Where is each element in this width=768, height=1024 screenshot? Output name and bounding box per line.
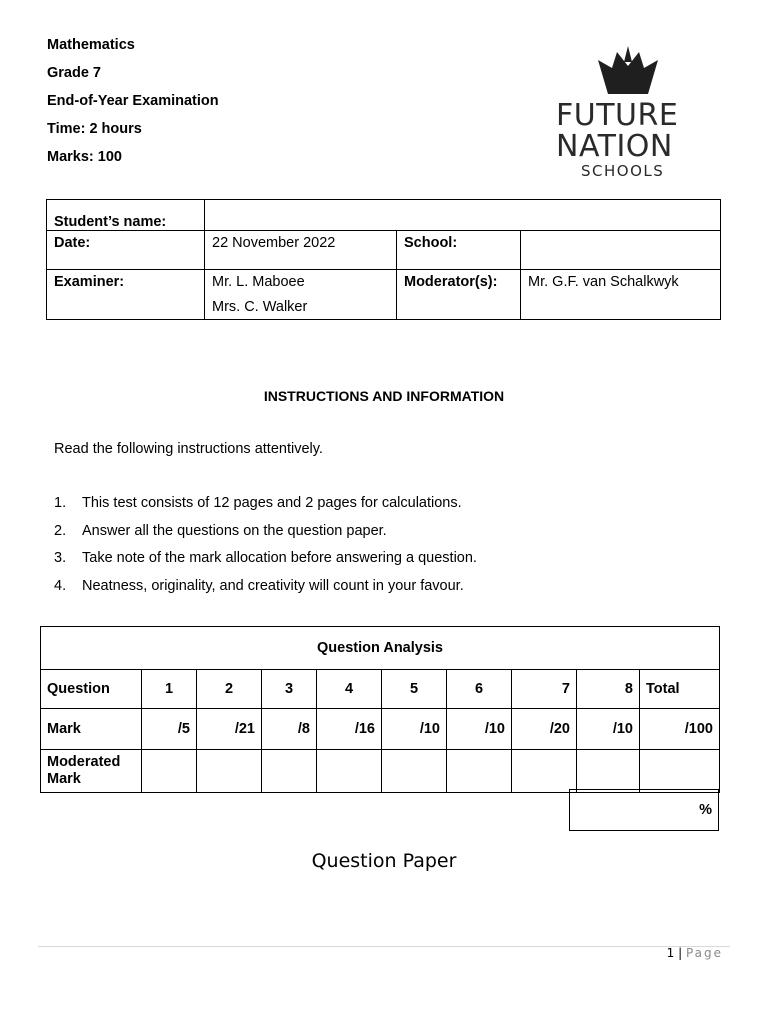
moderated-mark-cell[interactable] [142,750,197,793]
student-name-field[interactable] [205,200,721,231]
question-number: 3 [262,670,317,709]
school-label: School: [397,231,521,270]
mark-value: /10 [447,709,512,750]
instructions-list [54,495,477,606]
moderator-value: Mr. G.F. van Schalkwyk [521,270,721,320]
total-mark: /100 [640,709,720,750]
mark-value: /5 [142,709,197,750]
mark-value: /10 [577,709,640,750]
question-number: 8 [577,670,640,709]
crown-icon [596,46,660,96]
mark-value: /21 [197,709,262,750]
exam-title: End-of-Year Examination [47,93,219,109]
question-number: 2 [197,670,262,709]
date-label: Date: [47,231,205,270]
grade-label: Grade 7 [47,65,101,81]
moderated-mark-cell[interactable] [317,750,382,793]
page-number: 1 [666,946,675,960]
mark-label: Mark [41,709,142,750]
list-item: 2. Answer all the questions on the question paper. [54,522,387,539]
question-label: Question [41,670,142,709]
time-label: Time: 2 hours [47,121,142,137]
examiner-name-2: Mrs. C. Walker [212,299,308,315]
school-logo [548,46,708,186]
moderated-mark-cell[interactable] [447,750,512,793]
moderator-label: Moderator(s): [397,270,521,320]
question-number: 1 [142,670,197,709]
moderated-mark-cell[interactable] [197,750,262,793]
mark-value: /8 [262,709,317,750]
question-paper-title: Question Paper [311,850,457,872]
marks-label: Marks: 100 [47,149,122,165]
mark-value: /16 [317,709,382,750]
mark-row [41,709,720,750]
list-item: 3. Take note of the mark allocation before answering a question. [54,550,477,567]
question-number: 4 [317,670,382,709]
question-row [41,670,720,709]
question-analysis-table [40,626,720,793]
logo-line-schools: SCHOOLS [581,162,665,180]
moderated-mark-cell[interactable] [512,750,577,793]
student-info-table [46,199,721,320]
footer-divider [38,946,730,947]
moderated-mark-cell[interactable] [382,750,447,793]
examiner-value [205,270,397,320]
analysis-title: Question Analysis [41,627,720,670]
logo-line-future: FUTURE [556,98,679,133]
student-name-label: Student’s name: [47,200,205,231]
list-item: 4. Neatness, originality, and creativity will count in your favour. [54,578,464,595]
instructions-intro: Read the following instructions attentively. [54,441,323,457]
exam-header [47,36,219,176]
list-item: 1. This test consists of 12 pages and 2 pages for calculations. [54,495,462,511]
moderated-total-cell[interactable] [640,750,720,793]
subject-title: Mathematics [47,37,135,53]
date-value: 22 November 2022 [205,231,397,270]
percent-symbol: % [699,802,712,818]
question-number: 6 [447,670,512,709]
mark-value: /20 [512,709,577,750]
moderated-mark-label: Moderated Mark [41,750,142,793]
moderated-mark-row [41,750,720,793]
logo-line-nation: NATION [556,129,673,164]
percentage-box[interactable] [569,789,719,831]
school-field[interactable] [521,231,721,270]
instructions-title: INSTRUCTIONS AND INFORMATION [263,388,505,404]
total-label: Total [640,670,720,709]
question-number: 5 [382,670,447,709]
moderated-mark-cell[interactable] [577,750,640,793]
examiner-name-1: Mr. L. Maboee [212,274,305,290]
mark-value: /10 [382,709,447,750]
examiner-label: Examiner: [47,270,205,320]
moderated-mark-cell[interactable] [262,750,317,793]
footer-separator: | [678,946,683,960]
page-footer [667,946,723,960]
page-label: Page [685,946,723,960]
question-number: 7 [512,670,577,709]
